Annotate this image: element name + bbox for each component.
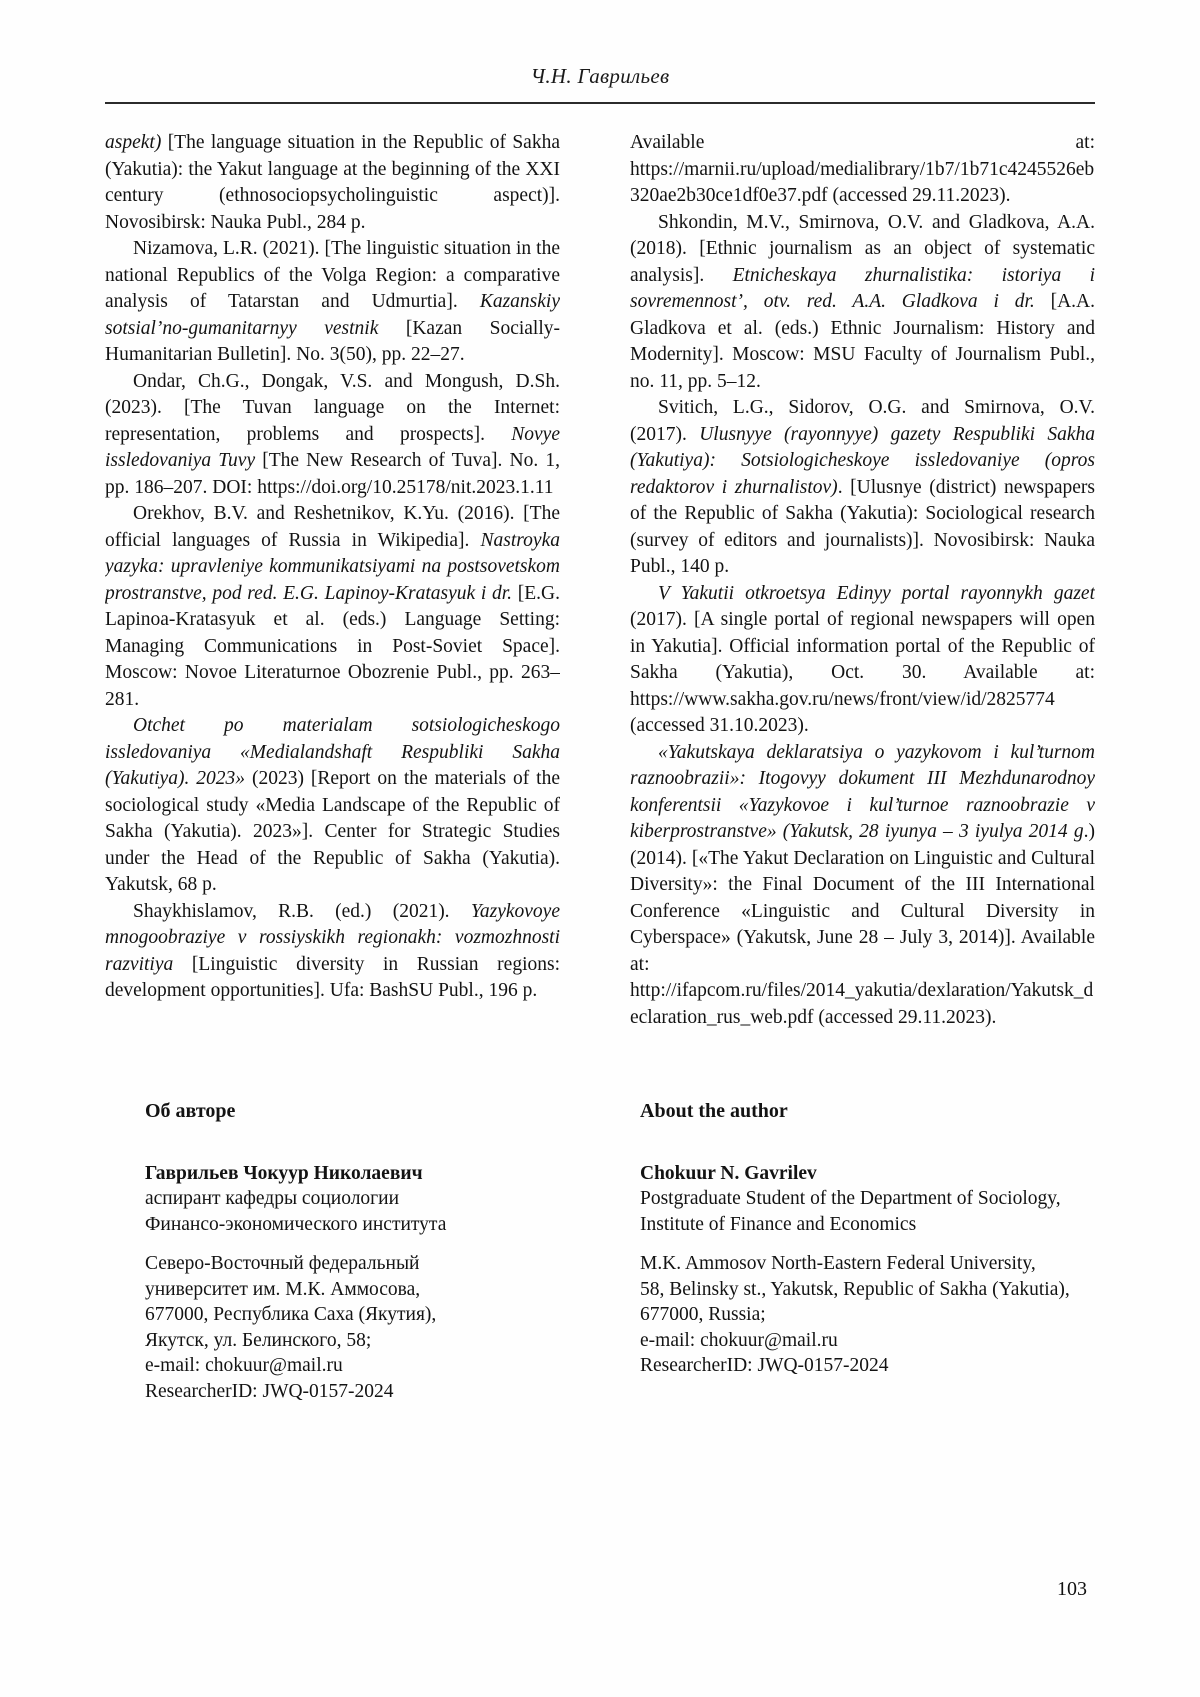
- running-head-author: Ч.Н. Гаврильев: [530, 64, 670, 88]
- reference-entry: aspekt) [The language situation in the Republic of Sakha (Yakutia): the Yakut language at the beginning of the XXI century (ethnosociopsycholinguistic aspect)]. Novosibirsk: Nauka Publ., 284 p.: [105, 132, 560, 233]
- author-info-line: Institute of Finance and Economics: [640, 1213, 917, 1235]
- reference-entry: V Yakutii otkroetsya Edinyy portal rayonnykh gazet (2017). [A single portal of regional newspapers will open in Yakutia]. Official information portal of the Republic of Sakha (Yakutia), Oct. 30. Available at: https://www.sakha.gov.ru/news/front/view/id/2825774 (accessed 31.10.2023).: [630, 582, 1095, 736]
- author-info-line: аспирант кафедры социологии: [145, 1188, 400, 1209]
- author-info-line: ResearcherID: JWQ-0157-2024: [145, 1380, 394, 1402]
- reference-entry: Nizamova, L.R. (2021). [The linguistic situation in the national Republics of the Volga Region: a comparative analysis of Tatarstan and Udmurtia]. Kazanskiy sotsial’no-gumanitarnyy vestnik [Kazan Socially-Humanitarian Bulletin]. No. 3(50), pp. 22–27.: [105, 238, 560, 365]
- header-rule: [105, 102, 1095, 104]
- author-info-line: e-mail: chokuur@mail.ru: [640, 1329, 838, 1351]
- reference-entry: Available at: https://marnii.ru/upload/medialibrary/1b7/1b71c4245526eb320ae2b30ce1df0e37.pdf (accessed 29.11.2023).: [630, 132, 1095, 206]
- author-info-line: 58, Belinsky st., Yakutsk, Republic of Sakha (Yakutia),: [640, 1278, 1070, 1300]
- references-section: [105, 130, 1095, 1031]
- reference-entry: Svitich, L.G., Sidorov, O.G. and Smirnova, O.V. (2017). Ulusnyye (rayonnyye) gazety Respubliki Sakha (Yakutiya): Sotsiologicheskoye issledovaniye (opros redaktorov i zhurnalistov). [Ulusnye (district) newspapers of the Republic of Sakha (Yakutia): Sociological research (survey of editors and journalists)]. Novosibirsk: Nauka Publ., 140 p.: [630, 397, 1095, 577]
- about-author-section: [105, 1099, 1095, 1404]
- author-info-line: Postgraduate Student of the Department of Sociology,: [640, 1188, 1061, 1209]
- author-info-line: ResearcherID: JWQ-0157-2024: [640, 1355, 889, 1376]
- author-position-ru: [145, 1186, 560, 1237]
- author-name-en: Chokuur N. Gavrilev: [640, 1162, 817, 1184]
- reference-entry: Otchet po materialam sotsiologicheskogo issledovaniya «Medialandshaft Respubliki Sakha (Yakutiya). 2023» (2023) [Report on the materials of the sociological study «Media Landscape of the Republic of Sakha (Yakutia). 2023»]. Center for Strategic Studies under the Head of the Republic of Sakha (Yakutia). Yakutsk, 68 p.: [105, 715, 560, 895]
- reference-entry: Orekhov, B.V. and Reshetnikov, K.Yu. (2016). [The official languages of Russia in Wikipedia]. Nastroyka yazyka: upravleniye kommunikatsiyami na postsovetskom prostranstve, pod red. E.G. Lapinoy-Kratasyuk i dr. [E.G. Lapinoa-Kratasyuk et al. (eds.) Language Setting: Managing Communications in Post-Soviet Space]. Moscow: Novoe Literaturnoe Obozrenie Publ., pp. 263–281.: [105, 503, 560, 710]
- reference-entry: Shaykhislamov, R.B. (ed.) (2021). Yazykovoye mnogoobraziye v rossiyskikh regionakh: vozmozhnosti razvitiya [Linguistic diversity in Russian regions: development opportunities]. Ufa: BashSU Publ., 196 p.: [105, 900, 560, 1001]
- reference-entry: «Yakutskaya deklaratsiya o yazykovom i kul’turnom raznoobrazii»: Itogovyy dokument III Mezhdunarodnoy konferentsii «Yazykovoe i kul’turnoe raznoobrazie v kiberprostranstve» (Yakutsk, 28 iyunya – 3 iyulya 2014 g.) (2014). [«The Yakut Declaration on Linguistic and Cultural Diversity»: the Final Document of the III International Conference «Linguistic and Cultural Diversity in Cyberspace» (Yakutsk, June 28 – July 3, 2014)]. Available at: http://ifapcom.ru/files/2014_yakutia/dexlaration/Yakutsk_declaration_rus_web.pdf (accessed 29.11.2023).: [630, 741, 1095, 1028]
- author-affiliation-ru: [145, 1251, 560, 1404]
- page-header: [105, 64, 1095, 104]
- about-author-inner-ru: [145, 1099, 560, 1404]
- reference-entry: Shkondin, M.V., Smirnova, O.V. and Gladkova, A.A. (2018). [Ethnic journalism as an object of systematic analysis]. Etnicheskaya zhurnalistika: istoriya i sovremennost’, otv. red. A.A. Gladkova i dr. [A.A. Gladkova et al. (eds.) Ethnic Journalism: History and Modernity]. Moscow: MSU Faculty of Journalism Publ., no. 11, pp. 5–12.: [630, 211, 1095, 392]
- author-info-line: M.K. Ammosov North-Eastern Federal University,: [640, 1253, 1036, 1274]
- about-author-block-ru: [105, 1099, 560, 1404]
- author-info-line: университет им. М.К. Аммосова,: [145, 1278, 421, 1300]
- author-info-line: Финансо-экономического института: [145, 1213, 447, 1235]
- about-author-heading-ru: Об авторе: [145, 1100, 236, 1122]
- page-number: 103: [1057, 1578, 1087, 1600]
- author-info-line: Якутск, ул. Белинского, 58;: [145, 1329, 372, 1351]
- about-author-block-en: [630, 1099, 1095, 1404]
- author-info-line: 677000, Республика Саха (Якутия),: [145, 1304, 437, 1325]
- about-author-heading-en: About the author: [640, 1100, 788, 1122]
- author-info-line: e-mail: chokuur@mail.ru: [145, 1355, 343, 1376]
- references-column-right: [630, 130, 1095, 1031]
- author-position-en: [640, 1186, 1095, 1237]
- author-info-line: 677000, Russia;: [640, 1304, 766, 1325]
- author-name-ru: Гаврильев Чокуур Николаевич: [145, 1162, 423, 1184]
- reference-entry: Ondar, Ch.G., Dongak, V.S. and Mongush, D.Sh. (2023). [The Tuvan language on the Internet: representation, problems and prospects]. Novye issledovaniya Tuvy [The New Research of Tuva]. No. 1, pp. 186–207. DOI: https://doi.org/10.25178/nit.2023.1.11: [105, 370, 560, 498]
- author-info-line: Северо-Восточный федеральный: [145, 1253, 420, 1274]
- about-author-inner-en: [640, 1099, 1095, 1379]
- references-column-left: [105, 130, 560, 1031]
- author-affiliation-en: [640, 1251, 1095, 1379]
